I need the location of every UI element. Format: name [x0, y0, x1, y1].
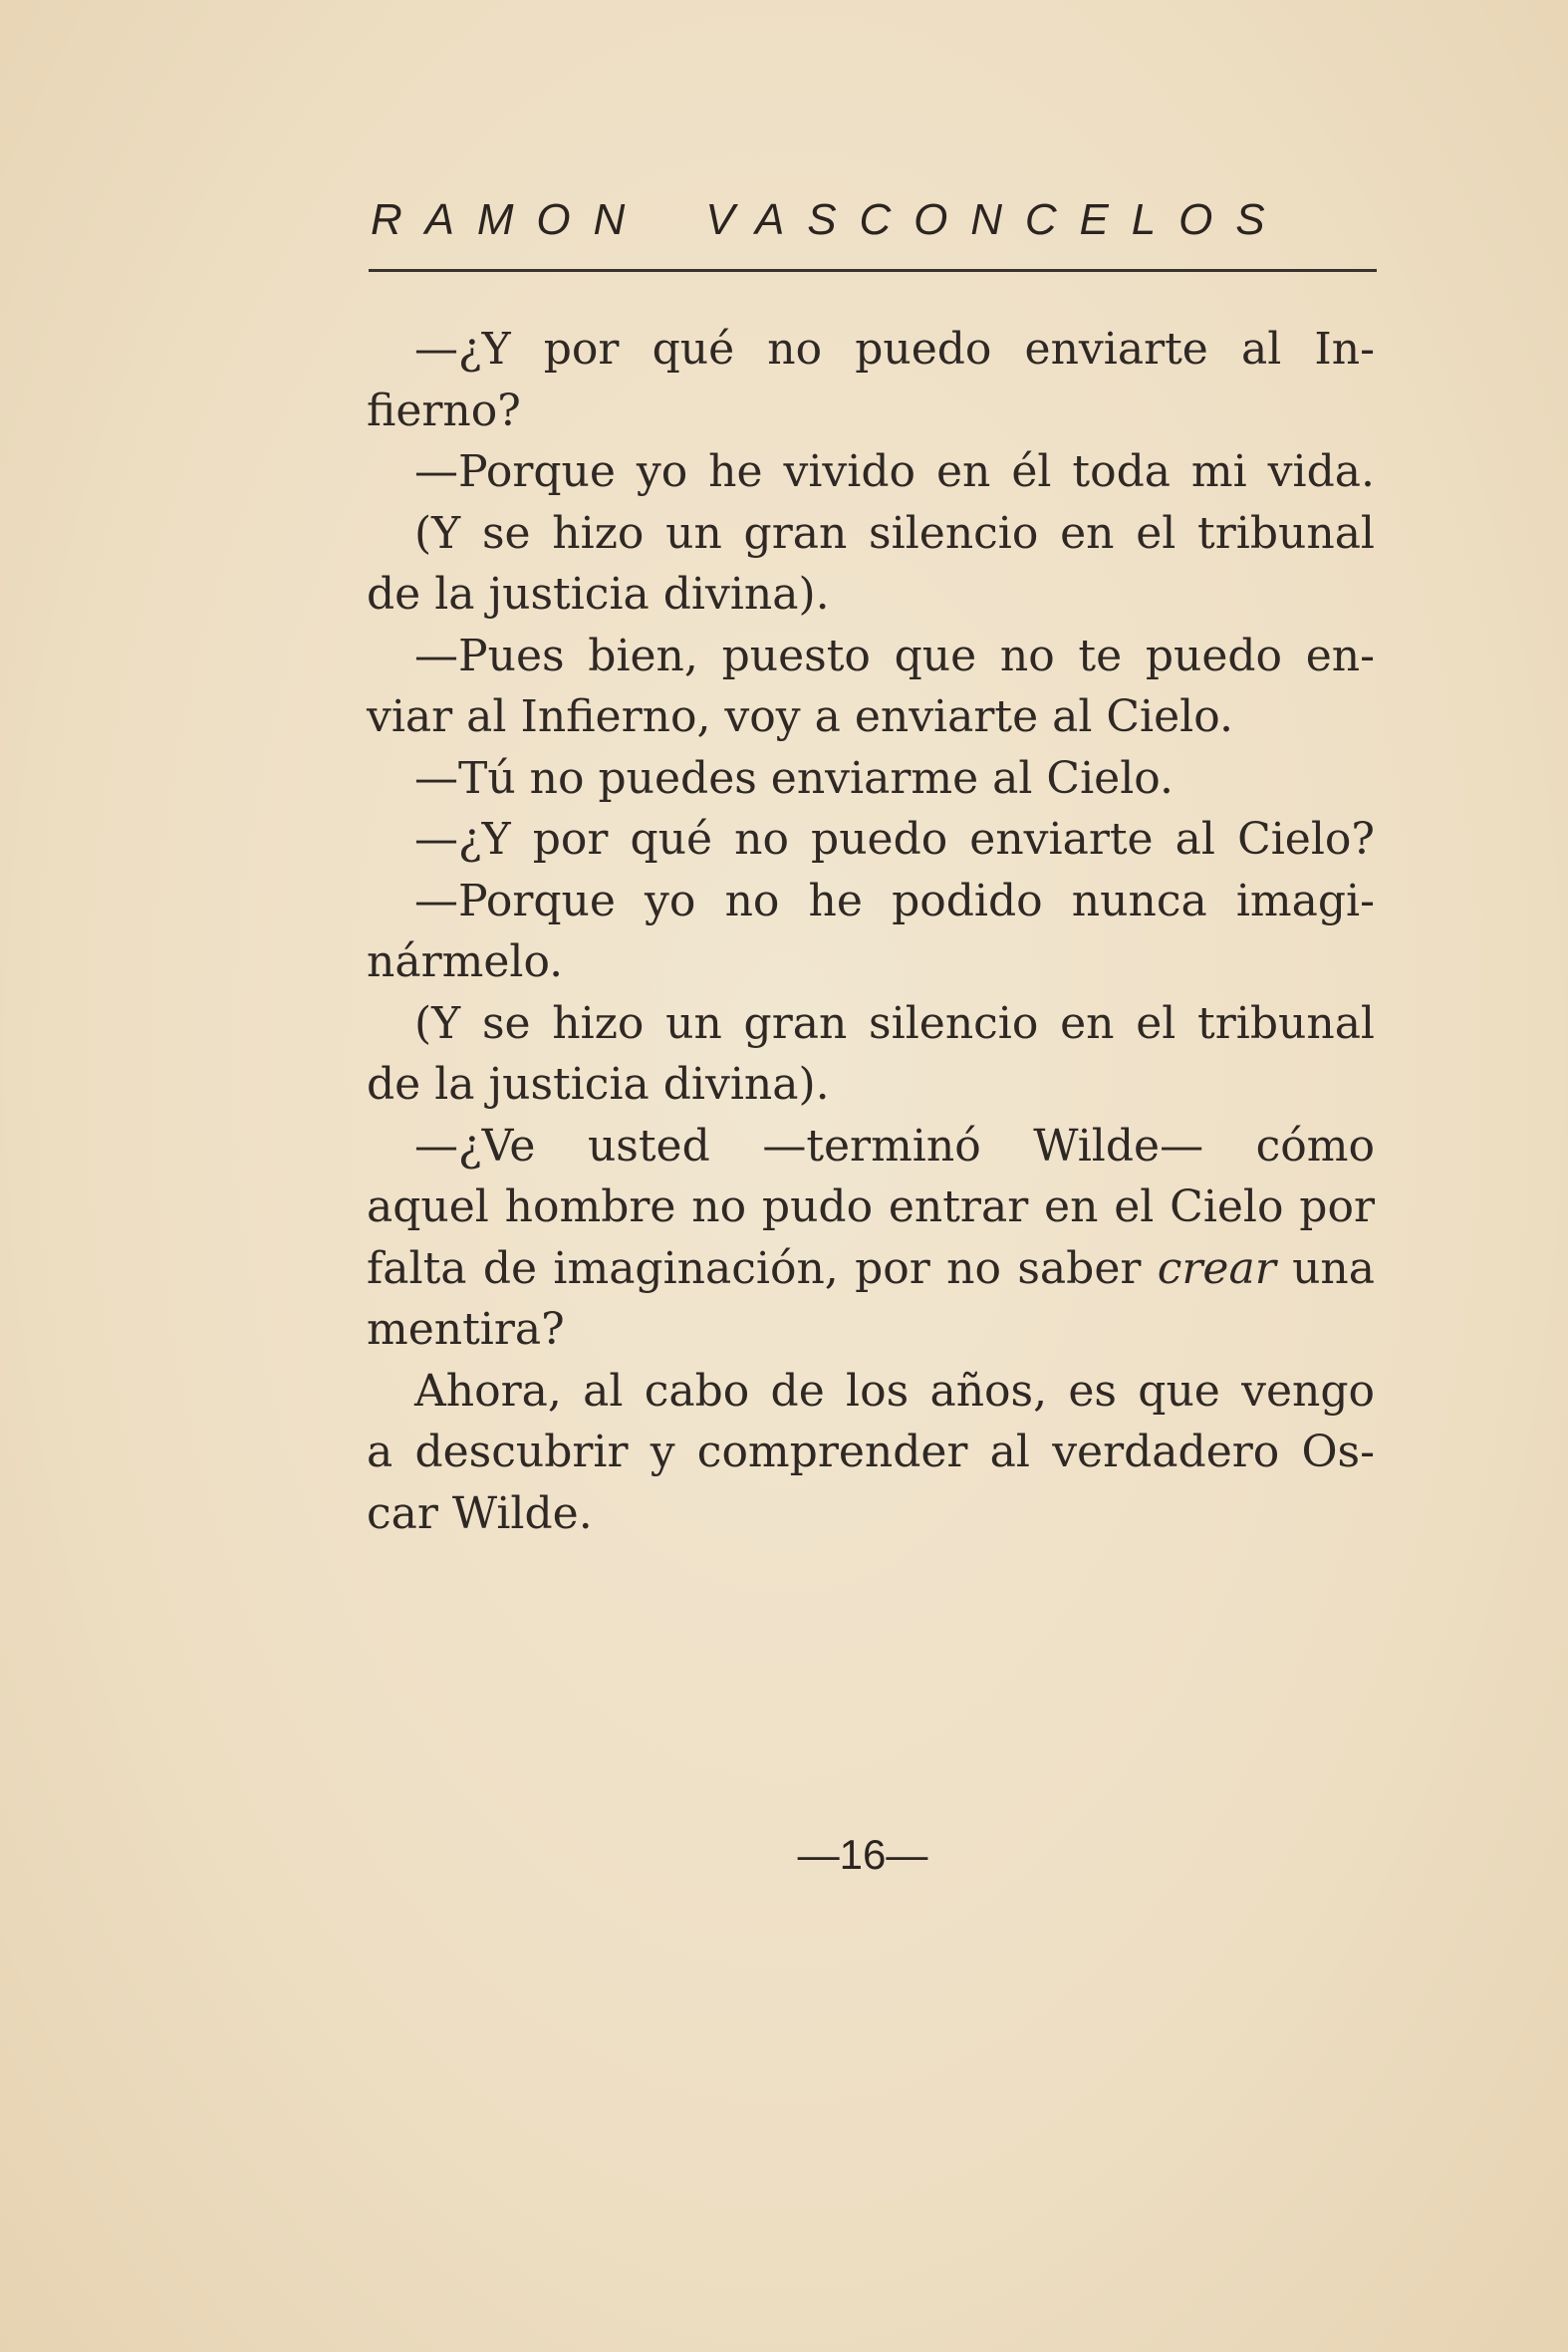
- text-line: (Y se hizo un gran silencio en el tribunal: [414, 507, 1375, 559]
- text-line: —Tú no puedes enviarme al Cielo.: [414, 752, 1174, 804]
- text-line: de la justicia divina).: [367, 569, 830, 620]
- text-line: mentira?: [367, 1304, 565, 1355]
- header-rule: [369, 269, 1377, 272]
- text-line: fierno?: [367, 385, 521, 436]
- text-line: nármelo.: [367, 936, 564, 987]
- text-line: —¿Ve usted —terminó Wilde— cómo: [414, 1120, 1375, 1172]
- text-line: viar al Infierno, voy a enviarte al Cielo.: [367, 691, 1233, 742]
- text-line: —Porque yo he vivido en él toda mi vida.: [414, 446, 1375, 497]
- text-line: (Y se hizo un gran silencio en el tribunal: [414, 997, 1375, 1049]
- text-line: a descubrir y comprender al verdadero Os-: [367, 1427, 1375, 1477]
- author-last-name: VASCONCELOS: [705, 195, 1288, 244]
- text-line: —¿Y por qué no puedo enviarte al Cielo?: [414, 814, 1375, 865]
- text-line: car Wilde.: [367, 1487, 593, 1539]
- text-line: de la justicia divina).: [367, 1059, 830, 1110]
- page-number: —16—: [797, 1831, 928, 1878]
- author-first-name: RAMON: [371, 195, 649, 244]
- running-head: [371, 195, 1377, 245]
- body-text: [367, 319, 1375, 1544]
- text-line: —Pues bien, puesto que no te puedo en-: [414, 630, 1375, 681]
- text-line: —Porque yo no he podido nunca imagi-: [414, 875, 1375, 926]
- text-line: —¿Y por qué no puedo enviarte al In-: [414, 324, 1375, 375]
- text-line: Ahora, al cabo de los años, es que vengo: [414, 1365, 1375, 1417]
- text-line: falta de imaginación, por no saber crear una: [367, 1242, 1375, 1294]
- text-line: aquel hombre no pudo entrar en el Cielo por: [367, 1181, 1375, 1232]
